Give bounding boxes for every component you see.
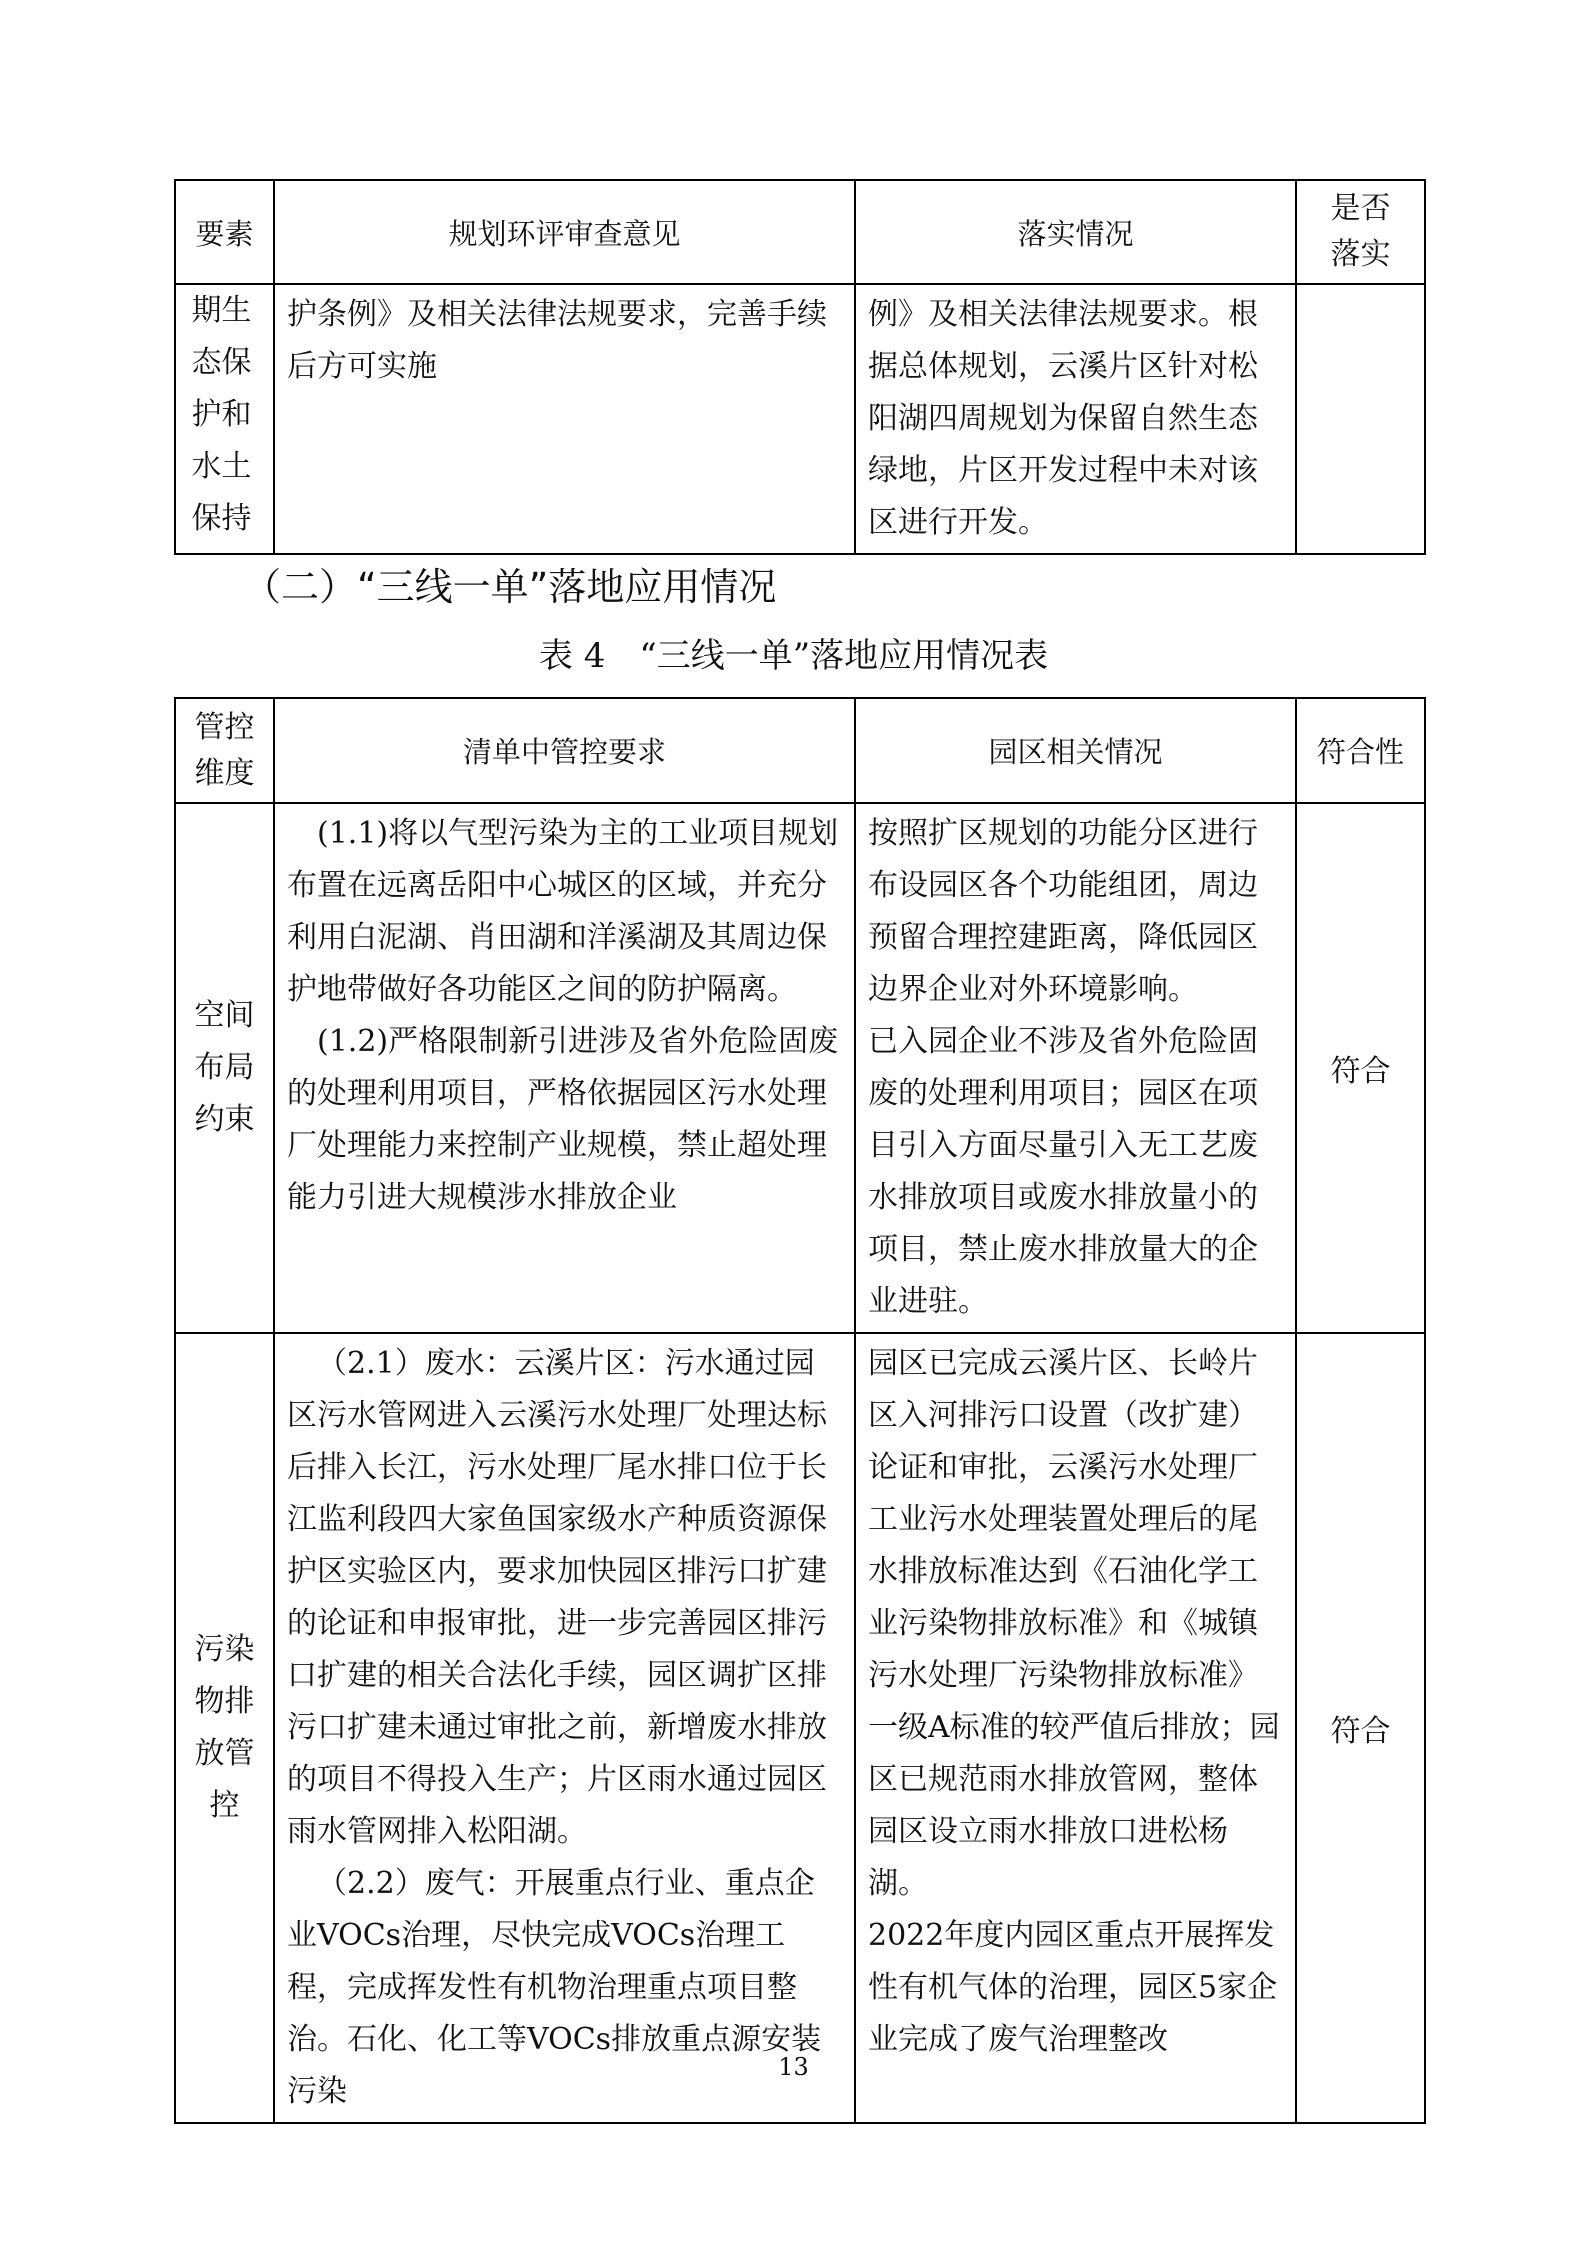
header-requirements: 清单中管控要求 (274, 698, 855, 803)
requirement-item: (1.1)将以气型污染为主的工业项目规划布置在远离岳阳中心城区的区域，并充分利用白泥湖、肖田湖和洋溪湖及其周边保护地带做好各功能区之间的防护隔离。 (287, 816, 839, 1007)
header-implemented: 是否落实 (1330, 191, 1391, 272)
row-status (1297, 285, 1424, 293)
requirement-item: （2.1）废水：云溪片区：污水通过园区污水管网进入云溪污水处理厂处理达标后排入长江，污水处理厂尾水排口位于长江监利段四大家鱼国家级水产种质资源保护区实验区内，要求加快园区排污口扩建的论证和申报审批，进一步完善园区排污口扩建的相关合法化手续，园区调扩区排污口扩建未通过审批之前，新增废水排放的项目不得投入生产；片区雨水通过园区雨水管网排入松阳湖。 (287, 1346, 827, 1849)
header-element: 要素 (175, 180, 274, 284)
table-header-row (175, 698, 1425, 803)
table-row (175, 284, 1425, 554)
header-review-opinion: 规划环评审查意见 (274, 180, 855, 284)
requirement-item: （2.2）废气：开展重点行业、重点企业VOCs治理，尽快完成VOCs治理工程，完成挥发性有机物治理重点项目整治。石化、化工等VOCs排放重点源安装污染 (287, 1866, 822, 2109)
section-heading: （二）“三线一单”落地应用情况 (243, 565, 777, 609)
three-lines-one-list-table (174, 697, 1426, 2124)
header-implementation: 落实情况 (855, 180, 1296, 284)
requirement-item: (1.2)严格限制新引进涉及省外危险固废的处理利用项目，严格依据园区污水处理厂处理能力来控制产业规模，禁止超处理能力引进大规模涉水排放企业 (287, 1024, 839, 1215)
row-compliance: 符合 (1330, 1714, 1391, 1749)
row-element: 期生态保护和水土保持 (191, 293, 252, 536)
situation-item: 园区已完成云溪片区、长岭片区入河排污口设置（改扩建）论证和审批，云溪污水处理厂工业污水处理装置处理后的尾水排放标准达到《石油化学工业污染物排放标准》和《城镇污水处理厂污染物排放标准》一级A标准的较严值后排放；园区已规范雨水排放管网，整体园区设立雨水排放口进松杨湖。 (868, 1346, 1280, 1901)
row-implementation: 例》及相关法律法规要求。根据总体规划，云溪片区针对松阳湖四周规划为保留自然生态绿地，片区开发过程中未对该区进行开发。 (868, 297, 1258, 540)
situation-item: 已入园企业不涉及省外危险固废的处理利用项目；园区在项目引入方面尽量引入无工艺废水排放项目或废水排放量小的项目，禁止废水排放量大的企业进驻。 (868, 1024, 1258, 1319)
table-caption: 表 4 “三线一单”落地应用情况表 (538, 636, 1049, 676)
table-row (175, 803, 1425, 1333)
page-number: 13 (778, 2053, 809, 2081)
situation-item: 2022年度内园区重点开展挥发性有机气体的治理，园区5家企业完成了废气治理整改 (868, 1918, 1278, 2057)
row-compliance: 符合 (1330, 1054, 1391, 1089)
row-opinion: 护条例》及相关法律法规要求，完善手续后方可实施 (287, 297, 827, 384)
header-dimension: 管控维度 (194, 709, 255, 791)
situation-item: 按照扩区规划的功能分区进行布设园区各个功能组团，周边预留合理控建距离，降低园区边界企业对外环境影响。 (868, 816, 1258, 1007)
table-header-row (175, 180, 1425, 284)
header-situation: 园区相关情况 (855, 698, 1296, 803)
header-compliance: 符合性 (1296, 698, 1425, 803)
row-dimension: 污染物排放管控 (194, 1632, 255, 1823)
row-dimension: 空间布局约束 (194, 998, 255, 1137)
table-row (175, 1333, 1425, 2123)
continued-review-table (174, 179, 1426, 555)
